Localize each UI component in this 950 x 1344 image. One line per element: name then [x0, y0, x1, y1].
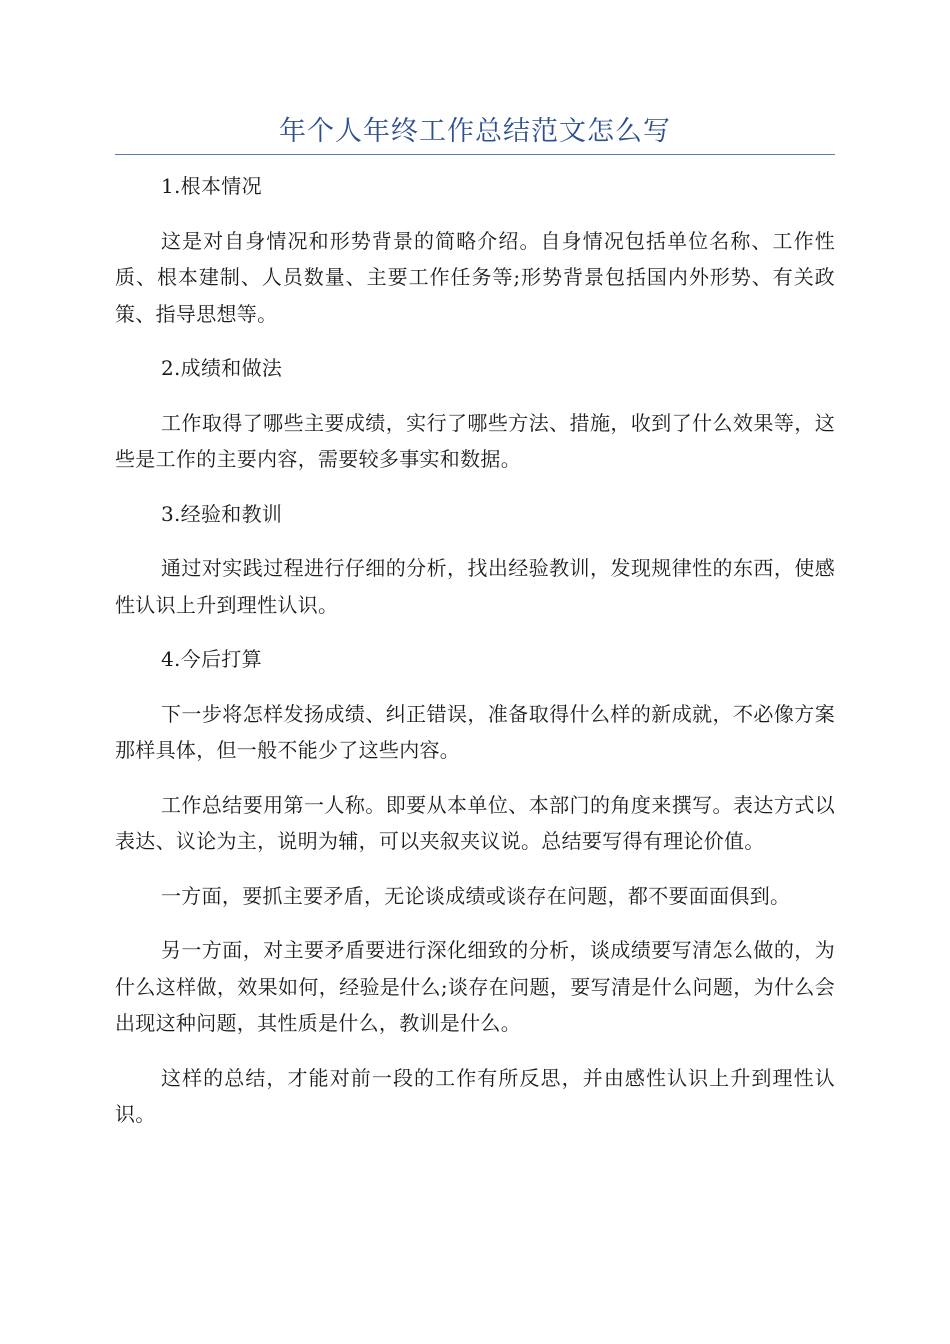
section-heading: 2.成绩和做法	[161, 356, 283, 380]
paragraph: 这是对自身情况和形势背景的简略介绍。自身情况包括单位名称、工作性质、根本建制、人员数量、主要工作任务等;形势背景包括国内外形势、有关政策、指导思想等。	[115, 228, 835, 326]
paragraph: 通过对实践过程进行仔细的分析，找出经验教训，发现规律性的东西，使感性认识上升到理性认识。	[115, 556, 835, 617]
section-heading: 1.根本情况	[161, 174, 262, 198]
paragraph: 工作取得了哪些主要成绩，实行了哪些方法、措施，收到了什么效果等，这些是工作的主要内容，需要较多事实和数据。	[115, 410, 835, 471]
document-body	[115, 168, 835, 1151]
title-divider	[115, 154, 835, 155]
section-heading: 3.经验和教训	[161, 501, 283, 526]
paragraph: 另一方面，对主要矛盾要进行深化细致的分析，谈成绩要写清怎么做的，为什么这样做，效果如何，经验是什么;谈存在问题，要写清是什么问题，为什么会出现这种问题，其性质是什么，教训是什么。	[115, 938, 835, 1035]
document-title: 年个人年终工作总结范文怎么写	[279, 116, 671, 147]
paragraph: 这样的总结，才能对前一段的工作有所反思，并由感性认识上升到理性认识。	[115, 1065, 835, 1126]
section-heading: 4.今后打算	[161, 647, 262, 671]
paragraph: 一方面，要抓主要矛盾，无论谈成绩或谈存在问题，都不要面面俱到。	[161, 883, 791, 908]
paragraph: 下一步将怎样发扬成绩、纠正错误，准备取得什么样的新成就，不必像方案那样具体，但一般不能少了这些内容。	[115, 701, 835, 762]
paragraph: 工作总结要用第一人称。即要从本单位、本部门的角度来撰写。表达方式以表达、议论为主，说明为辅，可以夹叙夹议说。总结要写得有理论价值。	[115, 792, 835, 853]
